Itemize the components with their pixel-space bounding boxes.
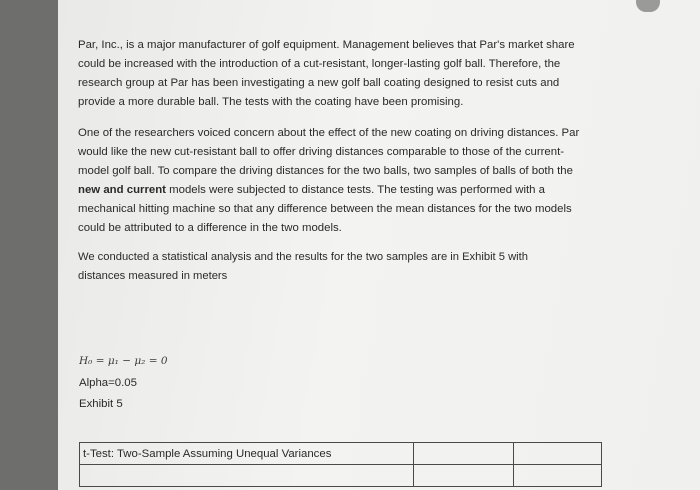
intro-paragraph bbox=[78, 36, 638, 112]
research-paragraph bbox=[78, 124, 638, 237]
research-line-rest: models were subjected to distance tests. The testing was performed with a bbox=[165, 183, 546, 196]
intro-line: Par, Inc., is a major manufacturer of golf equipment. Management believes that Par's market share bbox=[78, 39, 575, 51]
table-header-cell: t-Test: Two-Sample Assuming Unequal Variances bbox=[80, 443, 414, 465]
research-line: One of the researchers voiced concern about the effect of the new coating on driving distances. Par bbox=[78, 127, 580, 139]
analysis-paragraph bbox=[78, 248, 628, 286]
exhibit-label: Exhibit 5 bbox=[79, 398, 123, 410]
table-cell bbox=[414, 465, 514, 487]
intro-line: research group at Par has been investigating a new golf ball coating designed to resist cuts and bbox=[78, 76, 560, 89]
table-cell bbox=[514, 465, 602, 487]
table-cell bbox=[414, 443, 514, 465]
table-row bbox=[80, 465, 602, 487]
table-row bbox=[80, 443, 602, 465]
alpha-value: Alpha=0.05 bbox=[79, 377, 137, 389]
research-line: would like the new cut-resistant ball to offer driving distances comparable to those of the current- bbox=[78, 145, 565, 158]
analysis-line: distances measured in meters bbox=[78, 270, 228, 282]
table-cell bbox=[80, 465, 414, 487]
table-cell bbox=[514, 443, 602, 465]
research-line bbox=[78, 181, 638, 200]
null-hypothesis: H₀ = μ₁ − μ₂ = 0 bbox=[79, 355, 168, 367]
research-line: model golf ball. To compare the driving distances for the two balls, two samples of balls of both the bbox=[78, 164, 573, 177]
research-line: could be attributed to a difference in the two models. bbox=[78, 221, 342, 234]
research-line: mechanical hitting machine so that any difference between the mean distances for the two models bbox=[78, 202, 572, 215]
intro-line: could be increased with the introduction of a cut-resistant, longer-lasting golf ball. Therefore, the bbox=[78, 57, 561, 70]
analysis-line: We conducted a statistical analysis and the results for the two samples are in Exhibit 5 with bbox=[78, 251, 529, 263]
intro-line: provide a more durable ball. The tests with the coating have been promising. bbox=[78, 95, 464, 108]
bold-phrase: new and current bbox=[78, 183, 166, 196]
t-test-table bbox=[79, 442, 602, 487]
